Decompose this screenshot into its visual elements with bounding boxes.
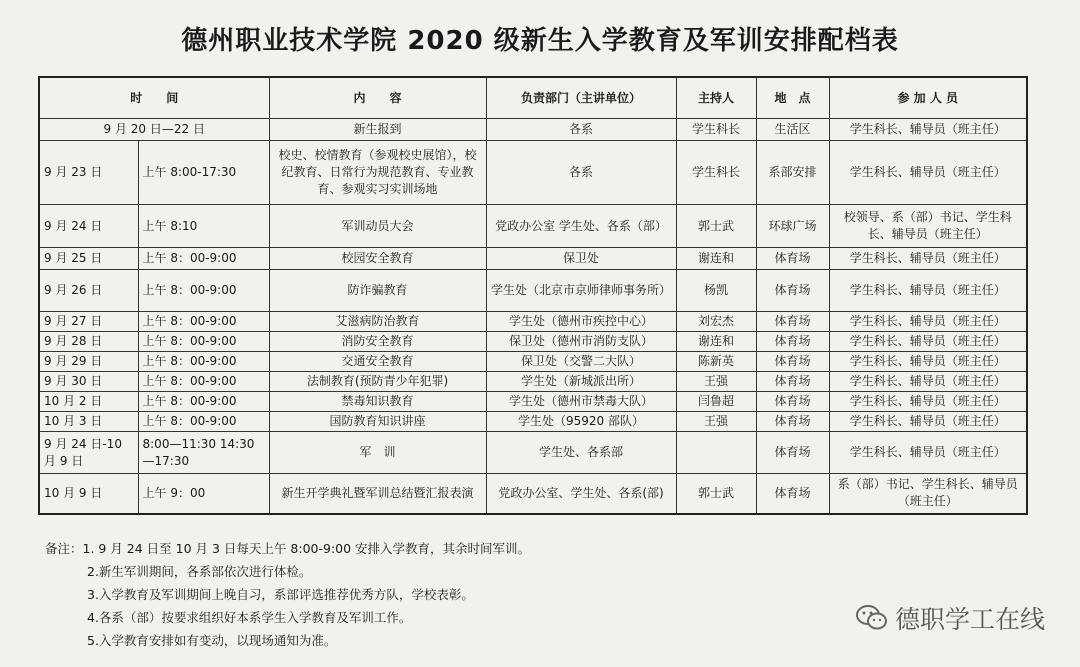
cell-place: 环球广场	[756, 205, 829, 248]
cell-host: 王强	[676, 372, 756, 392]
cell-content: 艾滋病防治教育	[269, 312, 486, 332]
cell-content: 新生开学典礼暨军训总结暨汇报表演	[269, 474, 486, 514]
schedule-table	[38, 76, 1028, 515]
cell-people: 学生科长、辅导员（班主任）	[829, 412, 1027, 432]
table-row	[39, 270, 1027, 312]
header-content: 内 容	[269, 77, 486, 119]
table-row	[39, 332, 1027, 352]
notes-section	[45, 537, 530, 652]
cell-place: 系部安排	[756, 141, 829, 205]
cell-dept: 保卫处（交警二大队）	[486, 352, 676, 372]
cell-place: 体育场	[756, 412, 829, 432]
cell-date: 9 月 28 日	[39, 332, 138, 352]
cell-date: 9 月 26 日	[39, 270, 138, 312]
brand-name: 德职学工在线	[894, 605, 1045, 634]
cell-place: 体育场	[756, 372, 829, 392]
header-dept: 负责部门（主讲单位）	[486, 77, 676, 119]
cell-host: 学生科长	[676, 119, 756, 141]
cell-date: 9 月 24 日-10 月 9 日	[39, 432, 138, 474]
cell-time: 上午 8：00-9:00	[138, 248, 269, 270]
cell-content: 交通安全教育	[269, 352, 486, 372]
cell-people: 学生科长、辅导员（班主任）	[829, 141, 1027, 205]
cell-date: 9 月 27 日	[39, 312, 138, 332]
table-row	[39, 312, 1027, 332]
cell-people: 学生科长、辅导员（班主任）	[829, 312, 1027, 332]
cell-content: 国防教育知识讲座	[269, 412, 486, 432]
wechat-icon	[855, 603, 889, 633]
cell-people: 学生科长、辅导员（班主任）	[829, 372, 1027, 392]
cell-host: 谢连和	[676, 248, 756, 270]
header-people: 参 加 人 员	[829, 77, 1027, 119]
header-time: 时 间	[39, 77, 269, 119]
cell-date: 9 月 20 日—22 日	[39, 119, 269, 141]
note-line: 5.入学教育安排如有变动，以现场通知为准。	[87, 633, 337, 648]
cell-people: 学生科长、辅导员（班主任）	[829, 248, 1027, 270]
table-row	[39, 248, 1027, 270]
cell-dept: 学生处、各系部	[486, 432, 676, 474]
table-row	[39, 141, 1027, 205]
cell-host: 郭士武	[676, 205, 756, 248]
cell-time: 上午 8：00-9:00	[138, 372, 269, 392]
cell-time: 上午 8：00-9:00	[138, 412, 269, 432]
cell-place: 体育场	[756, 312, 829, 332]
cell-dept: 学生处（德州市禁毒大队）	[486, 392, 676, 412]
header-row	[39, 77, 1027, 119]
cell-time: 上午 8:10	[138, 205, 269, 248]
note-line: 3.入学教育及军训期间上晚自习，系部评选推荐优秀方队，学校表彰。	[87, 587, 474, 602]
cell-dept: 党政办公室、学生处、各系(部)	[486, 474, 676, 514]
cell-content: 禁毒知识教育	[269, 392, 486, 412]
cell-date: 9 月 29 日	[39, 352, 138, 372]
cell-people: 学生科长、辅导员（班主任）	[829, 270, 1027, 312]
cell-date: 10 月 2 日	[39, 392, 138, 412]
cell-host: 闫鲁超	[676, 392, 756, 412]
table-row	[39, 119, 1027, 141]
cell-dept: 党政办公室 学生处、各系（部）	[486, 205, 676, 248]
cell-host: 刘宏杰	[676, 312, 756, 332]
watermark	[855, 600, 1045, 636]
cell-place: 体育场	[756, 432, 829, 474]
cell-content: 新生报到	[269, 119, 486, 141]
header-place: 地 点	[756, 77, 829, 119]
note-line: 4.各系（部）按要求组织好本系学生入学教育及军训工作。	[87, 610, 412, 625]
cell-people: 学生科长、辅导员（班主任）	[829, 352, 1027, 372]
cell-people: 校领导、系（部）书记、学生科长、辅导员（班主任）	[829, 205, 1027, 248]
table-row	[39, 205, 1027, 248]
cell-time: 上午 8：00-9:00	[138, 270, 269, 312]
cell-host: 王强	[676, 412, 756, 432]
cell-time: 上午 8：00-9:00	[138, 392, 269, 412]
cell-content: 军 训	[269, 432, 486, 474]
cell-dept: 学生处（95920 部队）	[486, 412, 676, 432]
cell-people: 学生科长、辅导员（班主任）	[829, 332, 1027, 352]
cell-date: 9 月 23 日	[39, 141, 138, 205]
cell-place: 体育场	[756, 248, 829, 270]
table-row	[39, 372, 1027, 392]
cell-host: 谢连和	[676, 332, 756, 352]
cell-host: 学生科长	[676, 141, 756, 205]
cell-dept: 学生处（北京市京师律师事务所）	[486, 270, 676, 312]
cell-host: 杨凯	[676, 270, 756, 312]
cell-time: 上午 8：00-9:00	[138, 312, 269, 332]
table-row	[39, 392, 1027, 412]
cell-dept: 学生处（新城派出所）	[486, 372, 676, 392]
cell-place: 体育场	[756, 474, 829, 514]
cell-time: 上午 8:00-17:30	[138, 141, 269, 205]
cell-dept: 各系	[486, 119, 676, 141]
cell-date: 9 月 30 日	[39, 372, 138, 392]
cell-host	[676, 432, 756, 474]
cell-content: 法制教育(预防青少年犯罪)	[269, 372, 486, 392]
cell-place: 体育场	[756, 270, 829, 312]
table-row	[39, 474, 1027, 514]
cell-time: 上午 9：00	[138, 474, 269, 514]
cell-dept: 保卫处（德州市消防支队）	[486, 332, 676, 352]
page-title: 德州职业技术学院 2020 级新生入学教育及军训安排配档表	[181, 26, 899, 56]
cell-host: 陈新英	[676, 352, 756, 372]
cell-place: 体育场	[756, 332, 829, 352]
cell-time: 8:00—11:30 14:30—17:30	[138, 432, 269, 474]
header-host: 主持人	[676, 77, 756, 119]
cell-host: 郭士武	[676, 474, 756, 514]
cell-content: 校园安全教育	[269, 248, 486, 270]
cell-dept: 学生处（德州市疾控中心）	[486, 312, 676, 332]
cell-people: 系（部）书记、学生科长、辅导员（班主任）	[829, 474, 1027, 514]
cell-place: 体育场	[756, 352, 829, 372]
table-row	[39, 352, 1027, 372]
cell-date: 10 月 3 日	[39, 412, 138, 432]
cell-place: 体育场	[756, 392, 829, 412]
cell-date: 9 月 24 日	[39, 205, 138, 248]
cell-place: 生活区	[756, 119, 829, 141]
cell-content: 军训动员大会	[269, 205, 486, 248]
note-line: 备注：1. 9 月 24 日至 10 月 3 日每天上午 8:00-9:00 安排入学教育，其余时间军训。	[45, 541, 531, 556]
cell-content: 校史、校情教育（参观校史展馆），校纪教育、日常行为规范教育、专业教育、参观实习实训场地	[269, 141, 486, 205]
note-line: 2.新生军训期间，各系部依次进行体检。	[87, 564, 312, 579]
cell-time: 上午 8：00-9:00	[138, 332, 269, 352]
cell-dept: 保卫处	[486, 248, 676, 270]
cell-content: 消防安全教育	[269, 332, 486, 352]
cell-people: 学生科长、辅导员（班主任）	[829, 119, 1027, 141]
cell-dept: 各系	[486, 141, 676, 205]
cell-content: 防诈骗教育	[269, 270, 486, 312]
cell-people: 学生科长、辅导员（班主任）	[829, 432, 1027, 474]
cell-date: 9 月 25 日	[39, 248, 138, 270]
table-row	[39, 432, 1027, 474]
cell-date: 10 月 9 日	[39, 474, 138, 514]
cell-people: 学生科长、辅导员（班主任）	[829, 392, 1027, 412]
table-row	[39, 412, 1027, 432]
cell-time: 上午 8：00-9:00	[138, 352, 269, 372]
